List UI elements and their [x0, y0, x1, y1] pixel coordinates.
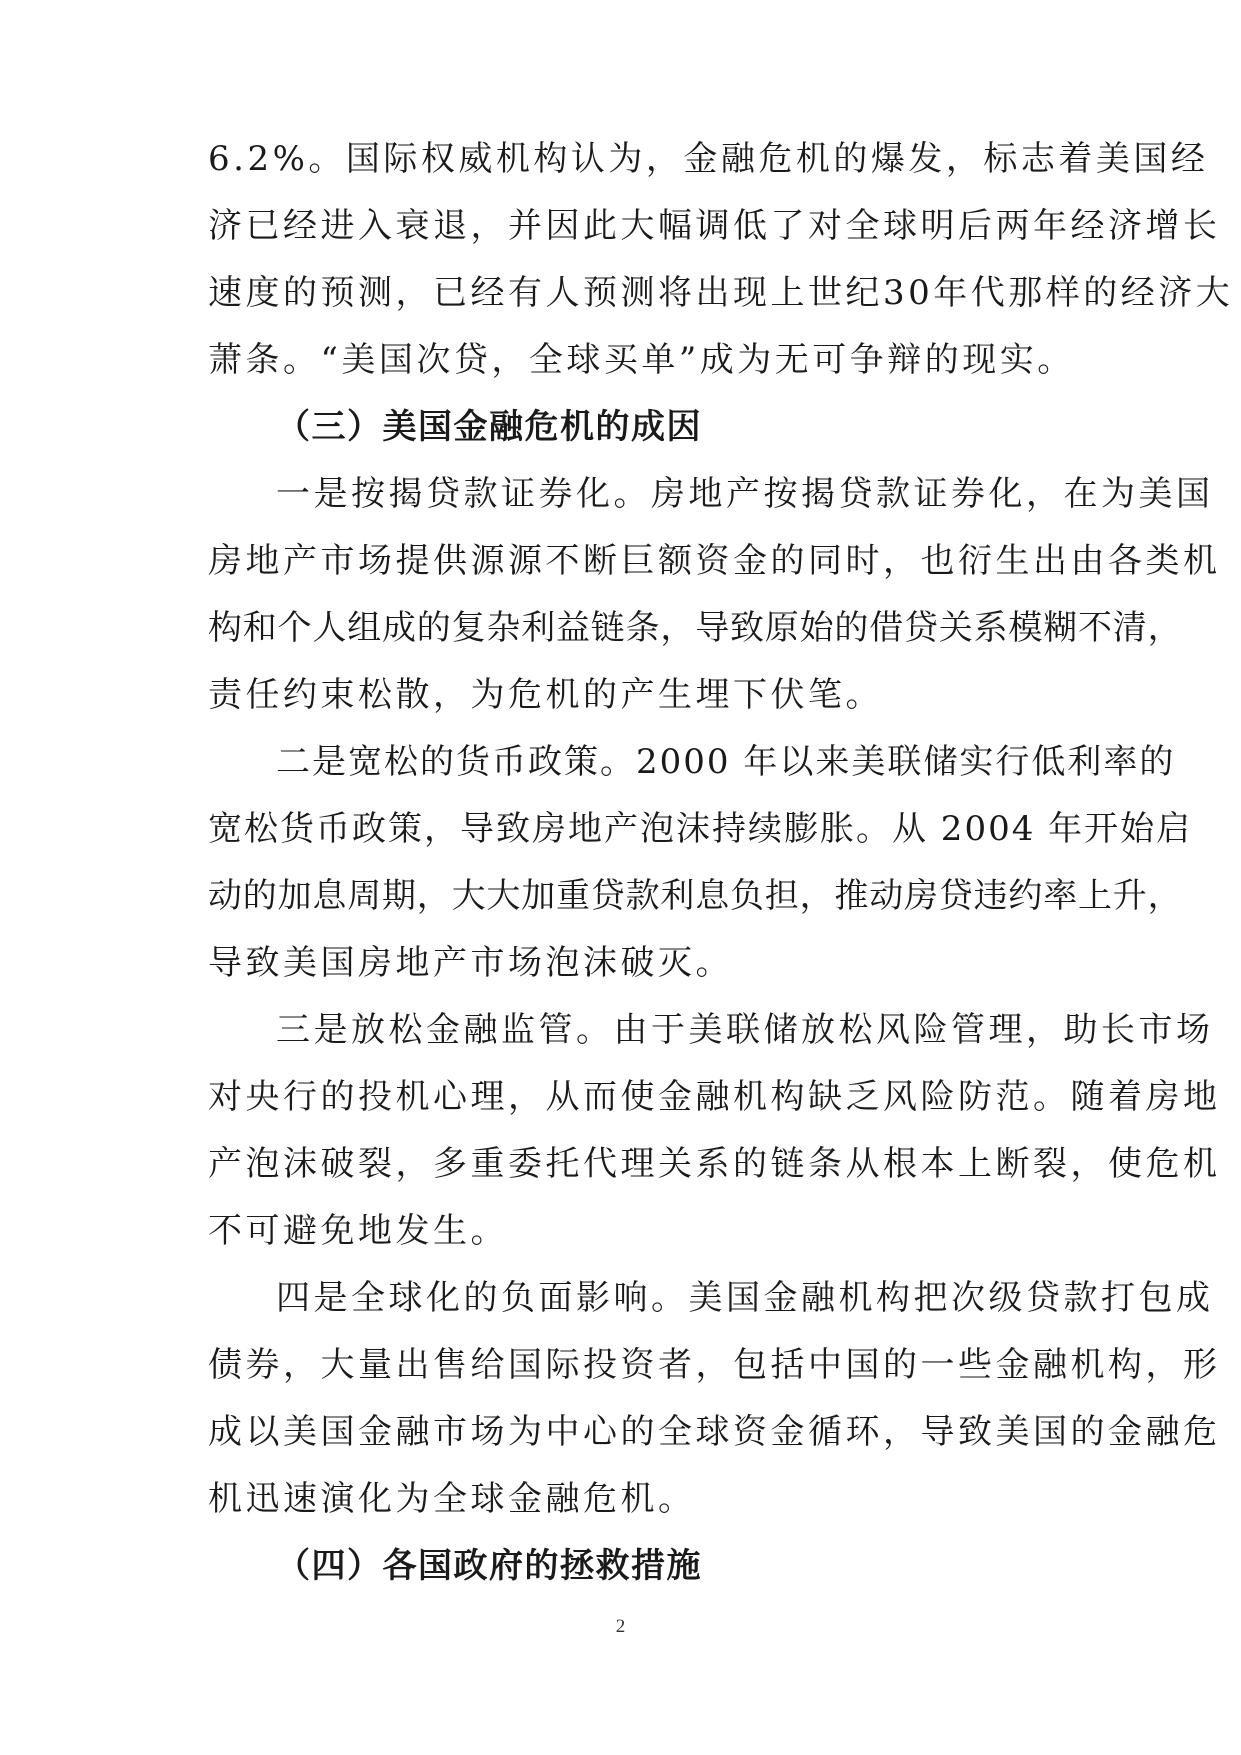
- text-line: 宽松货币政策，导致房地产泡沫持续膨胀。从 2004 年开始启: [208, 809, 1193, 849]
- section-heading-rescue-measures: （四）各国政府的拯救措施: [276, 1546, 702, 1586]
- text-line: 二是宽松的货币政策。2000 年以来美联储实行低利率的: [276, 742, 1176, 782]
- paragraph-continued: [208, 138, 1234, 406]
- text-line: 责任约束松散，为危机的产生埋下伏笔。: [208, 675, 883, 715]
- paragraph-securitization: [208, 473, 1221, 741]
- text-line: 构和个人组成的复杂利益链条，导致原始的借贷关系模糊不清，: [208, 608, 1183, 648]
- text-line: 成以美国金融市场为中心的全球资金循环，导致美国的金融危: [208, 1412, 1221, 1452]
- text-line: 萧条。“美国次贷，全球买单”成为无可争辩的现实。: [208, 340, 1075, 380]
- text-line: 四是全球化的负面影响。美国金融机构把次级贷款打包成: [276, 1278, 1214, 1318]
- text-line: 6.2%。国际权威机构认为，金融危机的爆发，标志着美国经: [208, 139, 1209, 179]
- text-line: 济已经进入衰退，并因此大幅调低了对全球明后两年经济增长: [208, 206, 1221, 246]
- text-line: 导致美国房地产市场泡沫破灭。: [208, 943, 733, 983]
- text-line: 产泡沫破裂，多重委托代理关系的链条从根本上断裂，使危机: [208, 1144, 1221, 1184]
- text-line: 动的加息周期，大大加重贷款利息负担，推动房贷违约率上升，: [208, 876, 1183, 916]
- paragraph-monetary-policy: [208, 741, 1193, 1009]
- text-line: 对央行的投机心理，从而使金融机构缺乏风险防范。随着房地: [208, 1077, 1221, 1117]
- text-line: 机迅速演化为全球金融危机。: [208, 1479, 696, 1519]
- paragraph-globalization: [208, 1277, 1221, 1545]
- page-number: 2: [615, 1616, 626, 1637]
- text-line: 不可避免地发生。: [208, 1211, 508, 1251]
- text-line: 债券，大量出售给国际投资者，包括中国的一些金融机构，形: [208, 1345, 1221, 1385]
- text-line: 速度的预测，已经有人预测将出现上世纪30年代那样的经济大: [208, 273, 1234, 313]
- document-body: [208, 138, 1234, 1612]
- text-line: 房地产市场提供源源不断巨额资金的同时，也衍生出由各类机: [208, 541, 1221, 581]
- text-line: 一是按揭贷款证券化。房地产按揭贷款证券化，在为美国: [276, 474, 1214, 514]
- text-line: 三是放松金融监管。由于美联储放松风险管理，助长市场: [276, 1010, 1214, 1050]
- paragraph-regulation: [208, 1009, 1221, 1277]
- section-heading-causes: （三）美国金融危机的成因: [276, 407, 702, 447]
